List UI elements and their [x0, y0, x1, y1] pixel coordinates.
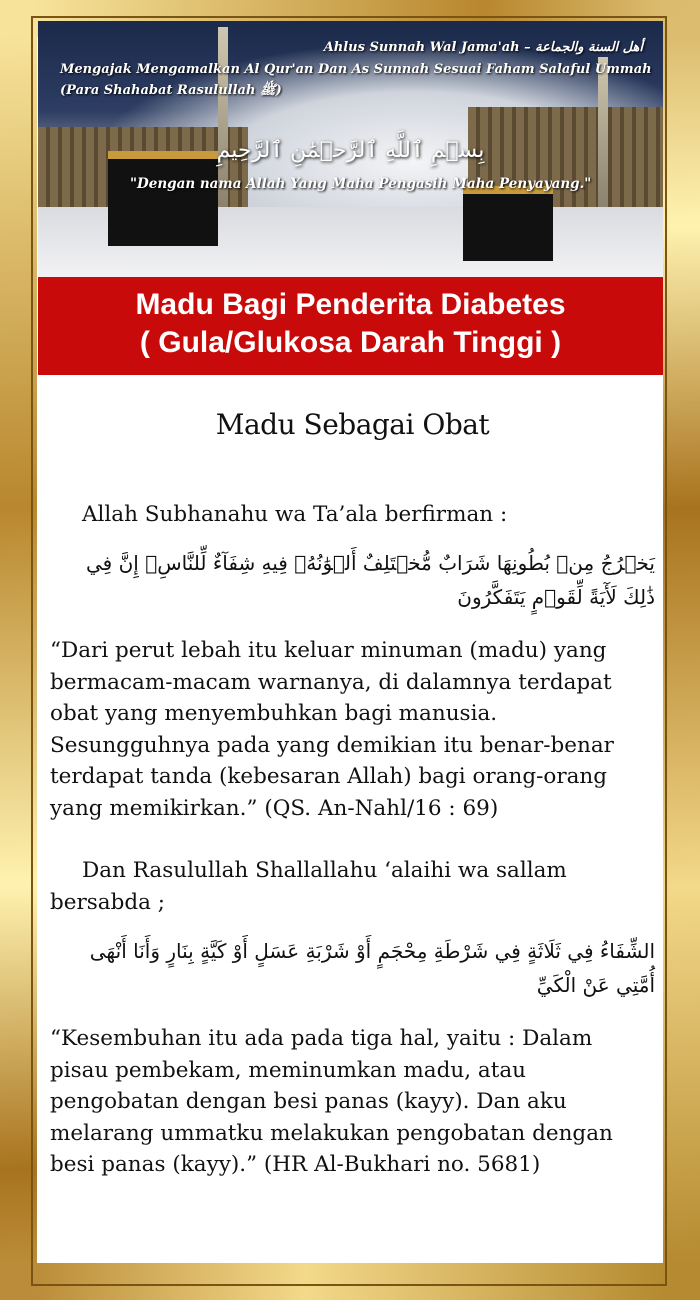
- minaret: [598, 57, 608, 207]
- hadith-intro: Dan Rasulullah Shallallahu ‘alaihi wa sallam bersabda ;: [50, 858, 567, 915]
- article-body: [50, 375, 655, 1181]
- kaaba-image: [108, 151, 218, 246]
- kaaba-image: [463, 186, 553, 261]
- banner-title-line-2: ( Gula/Glukosa Darah Tinggi ): [139, 326, 562, 359]
- quran-intro: Allah Subhanahu wa Ta’ala berfirman :: [82, 501, 508, 527]
- bismillah-arabic: بِسۡمِ ٱللَّهِ ٱلرَّحۡمَٰنِ ٱلرَّحِيمِ: [216, 138, 485, 163]
- banner-title-line-1: Madu Bagi Penderita Diabetes: [135, 288, 566, 321]
- tagline-line-2: (Para Shahabat Rasulullah ﷺ): [60, 83, 282, 98]
- tagline-line-1: Mengajak Mengamalkan Al Qur'an Dan As Sunnah Sesuai Faham Salaful Ummah: [60, 62, 652, 77]
- article-heading: Madu Sebagai Obat: [215, 408, 490, 441]
- header-image: [38, 21, 663, 277]
- hadith-arabic: الشِّفَاءُ فِي ثَلَاثَةٍ فِي شَرْطَةِ مِحْجَمٍ أَوْ شَرْبَةِ عَسَلٍ أَوْ كَيَّةٍ بِنَارٍ وَأَنَا أَنْهَى أُمَّتِي عَنْ الْكَيِّ: [89, 939, 655, 997]
- hadith-translation: “Kesembuhan itu ada pada tiga hal, yaitu : Dalam pisau pembekam, meminumkan madu, atau pengobatan dengan besi panas (kayy). Dan aku melarang ummatku melakukan pengobatan dengan besi panas (kayy).” (HR Al-Bukhari no. 5681): [50, 1026, 613, 1177]
- quran-verse-arabic: يَخۡرُجُ مِنۢ بُطُونِهَا شَرَابٌ مُّخۡتَلِفٌ أَلۡوَٰنُهُۥ فِيهِ شِفَآءٌ لِّلنَّاسِۗ إِنَّ فِي ذَٰلِكَ لَأٓيَةً لِّقَوۡمٍ يَتَفَكَّرُونَ: [86, 551, 655, 609]
- title-banner: [38, 277, 663, 375]
- bismillah-translation: "Dengan nama Allah Yang Maha Pengasih Maha Penyayang.": [130, 176, 592, 192]
- ahlus-sunnah-label: Ahlus Sunnah Wal Jama'ah – أهل السنة والجماعة: [323, 40, 643, 55]
- quran-verse-translation: “Dari perut lebah itu keluar minuman (madu) yang bermacam-macam warnanya, di dalamnya terdapat obat yang menyembuhkan bagi manusia. Sesungguhnya pada yang demikian itu benar-benar terdapat tanda (kebesaran Allah) bagi orang-orang yang memikirkan.” (QS. An-Nahl/16 : 69): [50, 638, 614, 821]
